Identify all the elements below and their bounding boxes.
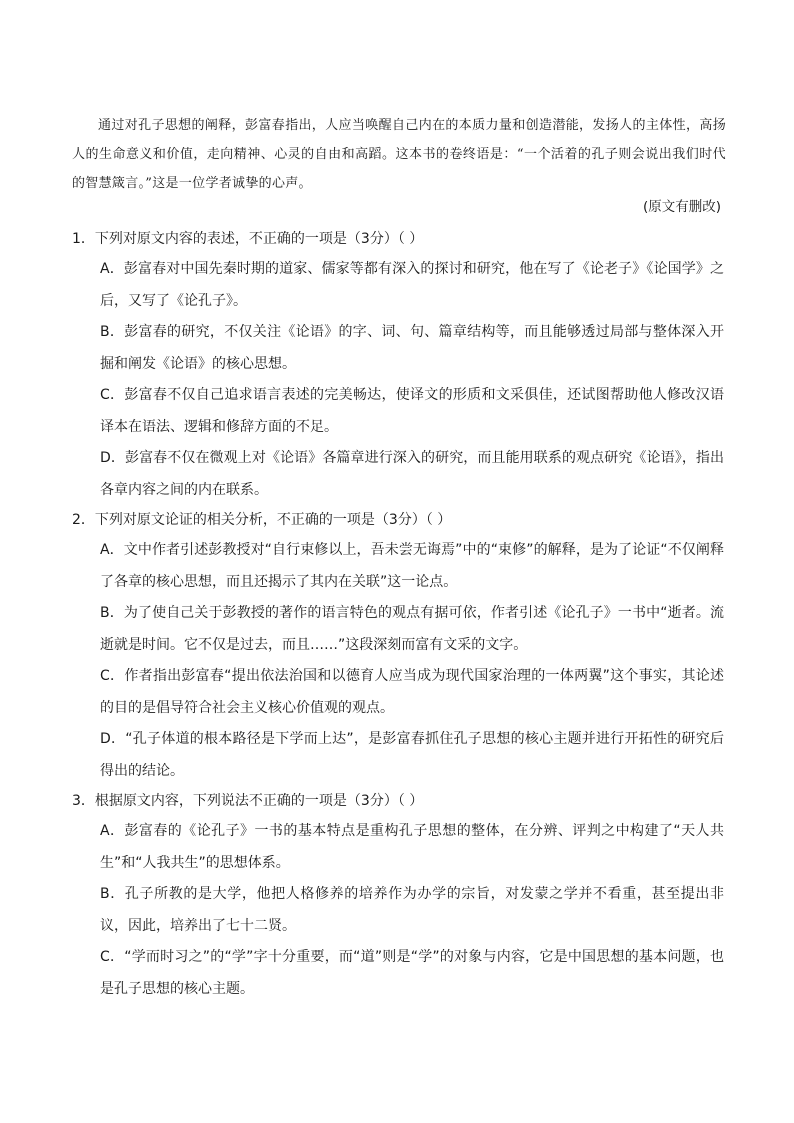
- option-text: 彭富春的《论孔子》一书的基本特点是重构孔子思想的整体，在分辨、评判之中构建了“天人共生”和“人我共生”的思想体系。: [100, 823, 724, 871]
- option-letter: A．: [100, 542, 124, 558]
- option-b: [100, 879, 724, 942]
- option-text: 彭富春不仅在微观上对《论语》各篇章进行深入的研究，而且能用联系的观点研究《论语》，指出各章内容之间的内在联系。: [100, 450, 725, 498]
- option-c: [100, 661, 724, 724]
- question-2: [72, 506, 724, 787]
- question-list: [72, 225, 724, 1005]
- option-b: [100, 598, 724, 661]
- question-stem: 下列对原文内容的表述，不正确的一项是（3分）（ ）: [94, 231, 424, 247]
- option-a: [100, 535, 724, 598]
- option-a: [100, 254, 724, 317]
- question-3: [72, 787, 724, 1005]
- option-text: 文中作者引述彭教授对“自行束修以上，吾未尝无诲焉”中的“束修”的解释，是为了论证“不仅阐释了各章的核心思想，而且还揭示了其内在关联”这一论点。: [100, 542, 725, 590]
- option-letter: C．: [100, 387, 125, 403]
- option-text: 彭富春不仅自己追求语言表述的完美畅达，使译文的形质和文采俱佳，还试图帮助他人修改汉语译本在语法、逻辑和修辞方面的不足。: [100, 387, 724, 435]
- option-c: [100, 380, 724, 443]
- question-stem: 下列对原文论证的相关分析，不正确的一项是（3分）（ ）: [94, 512, 452, 528]
- source-note: (原文有删改): [642, 199, 721, 215]
- option-text: 孔子所教的是大学，他把人格修养的培养作为办学的宗旨，对发蒙之学并不看重，甚至提出非议，因此，培养出了七十二贤。: [100, 886, 725, 934]
- option-text: 彭富春对中国先秦时期的道家、儒家等都有深入的探讨和研究，他在写了《论老子》《论国学》之后，又写了《论孔子》。: [100, 261, 725, 309]
- option-letter: D．: [100, 731, 126, 747]
- option-d: [100, 443, 724, 506]
- option-a: [100, 816, 724, 879]
- option-letter: C．: [100, 668, 125, 684]
- intro-paragraph: 通过对孔子思想的阐释，彭富春指出，人应当唤醒自己内在的本质力量和创造潜能，发扬人的主体性，高扬人的生命意义和价值，走向精神、心灵的自由和高蹈。这本书的卷终语是：“一个活着的孔子则会说出我们时代的智慧箴言。”这是一位学者诚挚的心声。: [72, 118, 726, 191]
- option-letter: A．: [100, 261, 124, 277]
- question-1: [72, 225, 724, 506]
- option-b: [100, 317, 724, 380]
- question-number: 1．: [72, 231, 95, 247]
- option-text: “孔子体道的根本路径是下学而上达”，是彭富春抓住孔子思想的核心主题并进行开拓性的研究后得出的结论。: [100, 731, 725, 779]
- option-c: [100, 942, 724, 1005]
- option-letter: A．: [100, 823, 125, 839]
- option-text: 作者指出彭富春“提出依法治国和以德育人应当成为现代国家治理的一体两翼”这个事实，其论述的目的是倡导符合社会主义核心价值观的观点。: [100, 668, 724, 716]
- option-d: [100, 724, 724, 787]
- question-number: 3．: [72, 793, 95, 809]
- option-letter: D．: [100, 450, 125, 466]
- option-text: 彭富春的研究，不仅关注《论语》的字、词、句、篇章结构等，而且能够透过局部与整体深入开掘和阐发《论语》的核心思想。: [100, 324, 724, 372]
- option-text: 为了使自己关于彭教授的著作的语言特色的观点有据可依，作者引述《论孔子》一书中“逝者。流逝就是时间。它不仅是过去，而且……”这段深刻而富有文采的文字。: [100, 605, 724, 653]
- option-letter: C．: [100, 949, 125, 965]
- option-text: “学而时习之”的“学”字十分重要，而“道”则是“学”的对象与内容，它是中国思想的基本问题，也是孔子思想的核心主题。: [100, 949, 724, 997]
- option-letter: B．: [100, 605, 124, 621]
- option-letter: B．: [100, 886, 125, 902]
- question-number: 2．: [72, 512, 95, 528]
- question-stem: 根据原文内容，下列说法不正确的一项是（3分）（ ）: [94, 793, 424, 809]
- option-letter: B．: [100, 324, 125, 340]
